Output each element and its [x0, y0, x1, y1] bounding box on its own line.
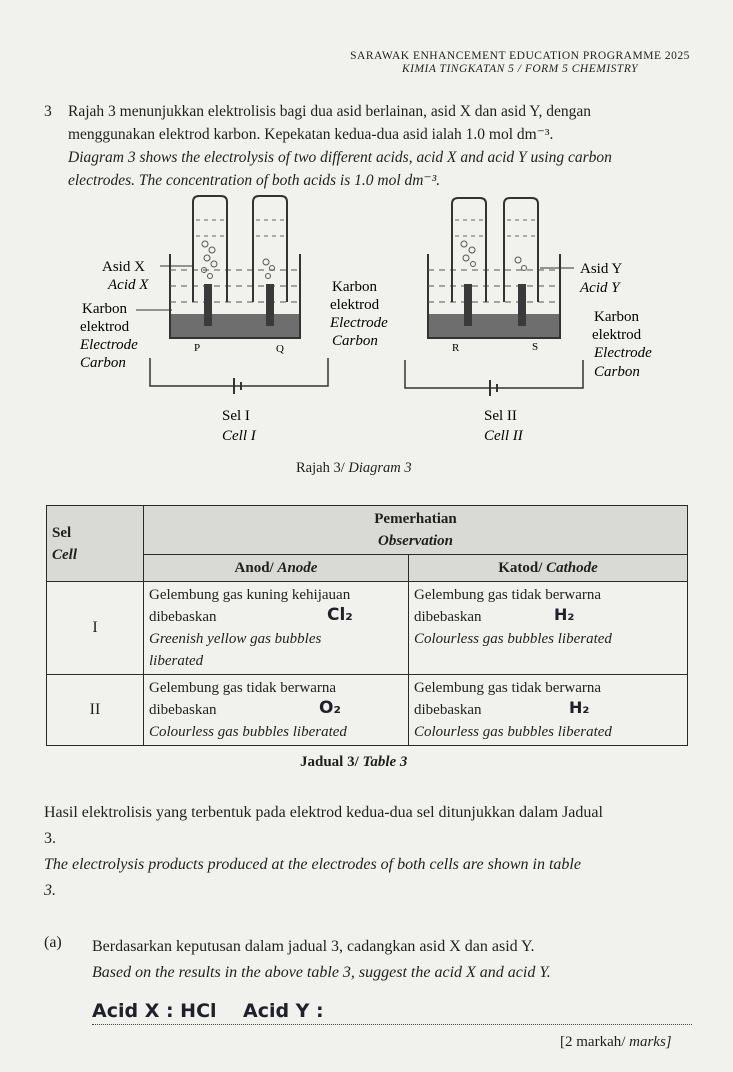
- row2-cathode-malay2: dibebaskan: [414, 702, 482, 718]
- question-malay-1: Rajah 3 menunjukkan elektrolisis bagi dua asid berlainan, asid X dan asid Y, dengan: [68, 103, 592, 120]
- header-anode-english: Anode: [277, 560, 318, 576]
- row2-anode: [144, 675, 409, 746]
- cell1-right-label-4: Carbon: [332, 333, 378, 349]
- cell1-name-malay: Sel I: [222, 408, 250, 424]
- table-row: [47, 582, 688, 675]
- diagram-caption-english: Diagram 3: [348, 460, 412, 476]
- cell1-acid-english: Acid X: [108, 277, 149, 293]
- row1-anode-malay2: dibebaskan: [149, 609, 217, 625]
- row2-cell: II: [47, 675, 144, 746]
- row1-cell: I: [47, 582, 144, 675]
- table-header-anode: [144, 555, 409, 582]
- row2-cathode-handwritten: H₂: [569, 698, 590, 717]
- exam-header-line2: KIMIA TINGKATAN 5 / FORM 5 CHEMISTRY: [401, 63, 639, 75]
- diagram-caption-malay: Rajah 3/: [296, 460, 345, 476]
- observation-table: [46, 505, 688, 746]
- row1-cathode-handwritten: H₂: [554, 605, 575, 624]
- row1-cathode-malay2: dibebaskan: [414, 609, 482, 625]
- cell2-acid-english: Acid Y: [580, 280, 620, 296]
- cell1-left-label-2: elektrod: [80, 319, 130, 335]
- row1-anode-malay1: Gelembung gas kuning kehijauan: [149, 587, 351, 603]
- cell2-right-label-2: elektrod: [592, 327, 642, 343]
- row2-anode-english: Colourless gas bubbles liberated: [149, 724, 347, 740]
- results-malay-1: Hasil elektrolisis yang terbentuk pada elektrod kedua-dua sel ditunjukkan dalam Jadual: [44, 804, 603, 821]
- row2-anode-malay1: Gelembung gas tidak berwarna: [149, 680, 337, 696]
- diagram-caption: [296, 460, 412, 477]
- results-malay-2: 3.: [44, 830, 56, 847]
- question-number: 3: [44, 103, 52, 120]
- cell1-left-label-3: Electrode: [80, 337, 138, 353]
- row2-anode-malay2: dibebaskan: [149, 702, 217, 718]
- row1-cathode: [409, 582, 688, 675]
- header-cell-malay: Sel: [52, 524, 72, 541]
- row2-cathode-english: Colourless gas bubbles liberated: [414, 724, 612, 740]
- electrode-p-label: P: [194, 342, 201, 354]
- table-row: [47, 675, 688, 746]
- row1-anode-handwritten: Cl₂: [327, 605, 353, 625]
- results-paragraph: [44, 800, 704, 904]
- row1-anode-english2: liberated: [149, 653, 204, 669]
- row2-cathode-malay1: Gelembung gas tidak berwarna: [414, 680, 602, 696]
- answer-handwritten: Acid X : HCl Acid Y :: [92, 1000, 324, 1022]
- question-malay-2: menggunakan elektrod karbon. Kepekatan kedua-dua asid ialah 1.0 mol dm⁻³.: [68, 126, 554, 143]
- row1-anode-line2: [149, 606, 403, 628]
- marks-malay: [2 markah/: [560, 1034, 626, 1050]
- header-cathode-malay: Katod/: [498, 560, 543, 576]
- cell2-name-english: Cell II: [484, 428, 523, 444]
- header-cell-english: Cell: [52, 546, 77, 563]
- header-anode-malay: Anod/: [234, 560, 274, 576]
- row1-cathode-english: Colourless gas bubbles liberated: [414, 631, 612, 647]
- row1-anode-english1: Greenish yellow gas bubbles: [149, 631, 322, 647]
- cell2-right-label-1: Karbon: [594, 309, 639, 325]
- table-caption-english: Table 3: [362, 754, 408, 770]
- electrolysis-diagram: [0, 192, 733, 482]
- cell2-right-label-4: Carbon: [594, 364, 640, 380]
- cell1-left-label-1: Karbon: [82, 301, 127, 317]
- row1-anode: [144, 582, 409, 675]
- row2-cathode: [409, 675, 688, 746]
- cell1-left-label-4: Carbon: [80, 355, 126, 371]
- row2-anode-handwritten: O₂: [319, 698, 341, 718]
- electrode-r-label: R: [452, 342, 460, 354]
- table-caption: [300, 754, 407, 771]
- cell-1-apparatus: [136, 196, 328, 394]
- marks-english: marks]: [629, 1034, 672, 1050]
- cell-2-apparatus: [405, 198, 583, 396]
- electrode-q-label: Q: [276, 343, 284, 355]
- question-english-1: Diagram 3 shows the electrolysis of two different acids, acid X and acid Y using carbon: [68, 149, 612, 166]
- cell1-right-label-3: Electrode: [330, 315, 388, 331]
- table-header-cathode: [409, 555, 688, 582]
- cell2-name-malay: Sel II: [484, 408, 517, 424]
- cell1-name-english: Cell I: [222, 428, 256, 444]
- row1-cathode-malay1: Gelembung gas tidak berwarna: [414, 587, 602, 603]
- cell1-acid-malay: Asid X: [102, 259, 145, 275]
- cell1-right-label-2: elektrod: [330, 297, 380, 313]
- part-a-malay: Berdasarkan keputusan dalam jadual 3, cadangkan asid X dan asid Y.: [92, 938, 535, 955]
- header-cathode-english: Cathode: [546, 560, 598, 576]
- electrode-s-label: S: [532, 341, 539, 353]
- part-a-english: Based on the results in the above table 3, suggest the acid X and acid Y.: [92, 964, 551, 981]
- header-obs-english: Observation: [378, 533, 453, 549]
- results-english-2: 3.: [44, 882, 56, 899]
- question-stem: [68, 100, 708, 192]
- exam-header-line1: SARAWAK ENHANCEMENT EDUCATION PROGRAMME 2025: [350, 50, 690, 62]
- marks-label: [560, 1034, 672, 1051]
- exam-header: [330, 50, 710, 76]
- results-english-1: The electrolysis products produced at the electrodes of both cells are shown in table: [44, 856, 581, 873]
- table-header-observation: [144, 506, 688, 555]
- question-english-2: electrodes. The concentration of both acids is 1.0 mol dm⁻³.: [68, 172, 441, 189]
- cell2-acid-malay: Asid Y: [580, 261, 623, 277]
- row2-anode-line2: [149, 699, 403, 721]
- part-a-label: (a): [44, 934, 62, 951]
- part-a-question: [92, 934, 702, 986]
- cell2-right-label-3: Electrode: [594, 345, 652, 361]
- answer-line: [92, 1024, 692, 1025]
- row2-cathode-line2: [414, 699, 682, 721]
- table-header-cell: [47, 506, 144, 582]
- table-caption-malay: Jadual 3/: [300, 754, 359, 770]
- cell1-right-label-1: Karbon: [332, 279, 377, 295]
- header-obs-malay: Pemerhatian: [374, 511, 457, 527]
- row1-cathode-line2: [414, 606, 682, 628]
